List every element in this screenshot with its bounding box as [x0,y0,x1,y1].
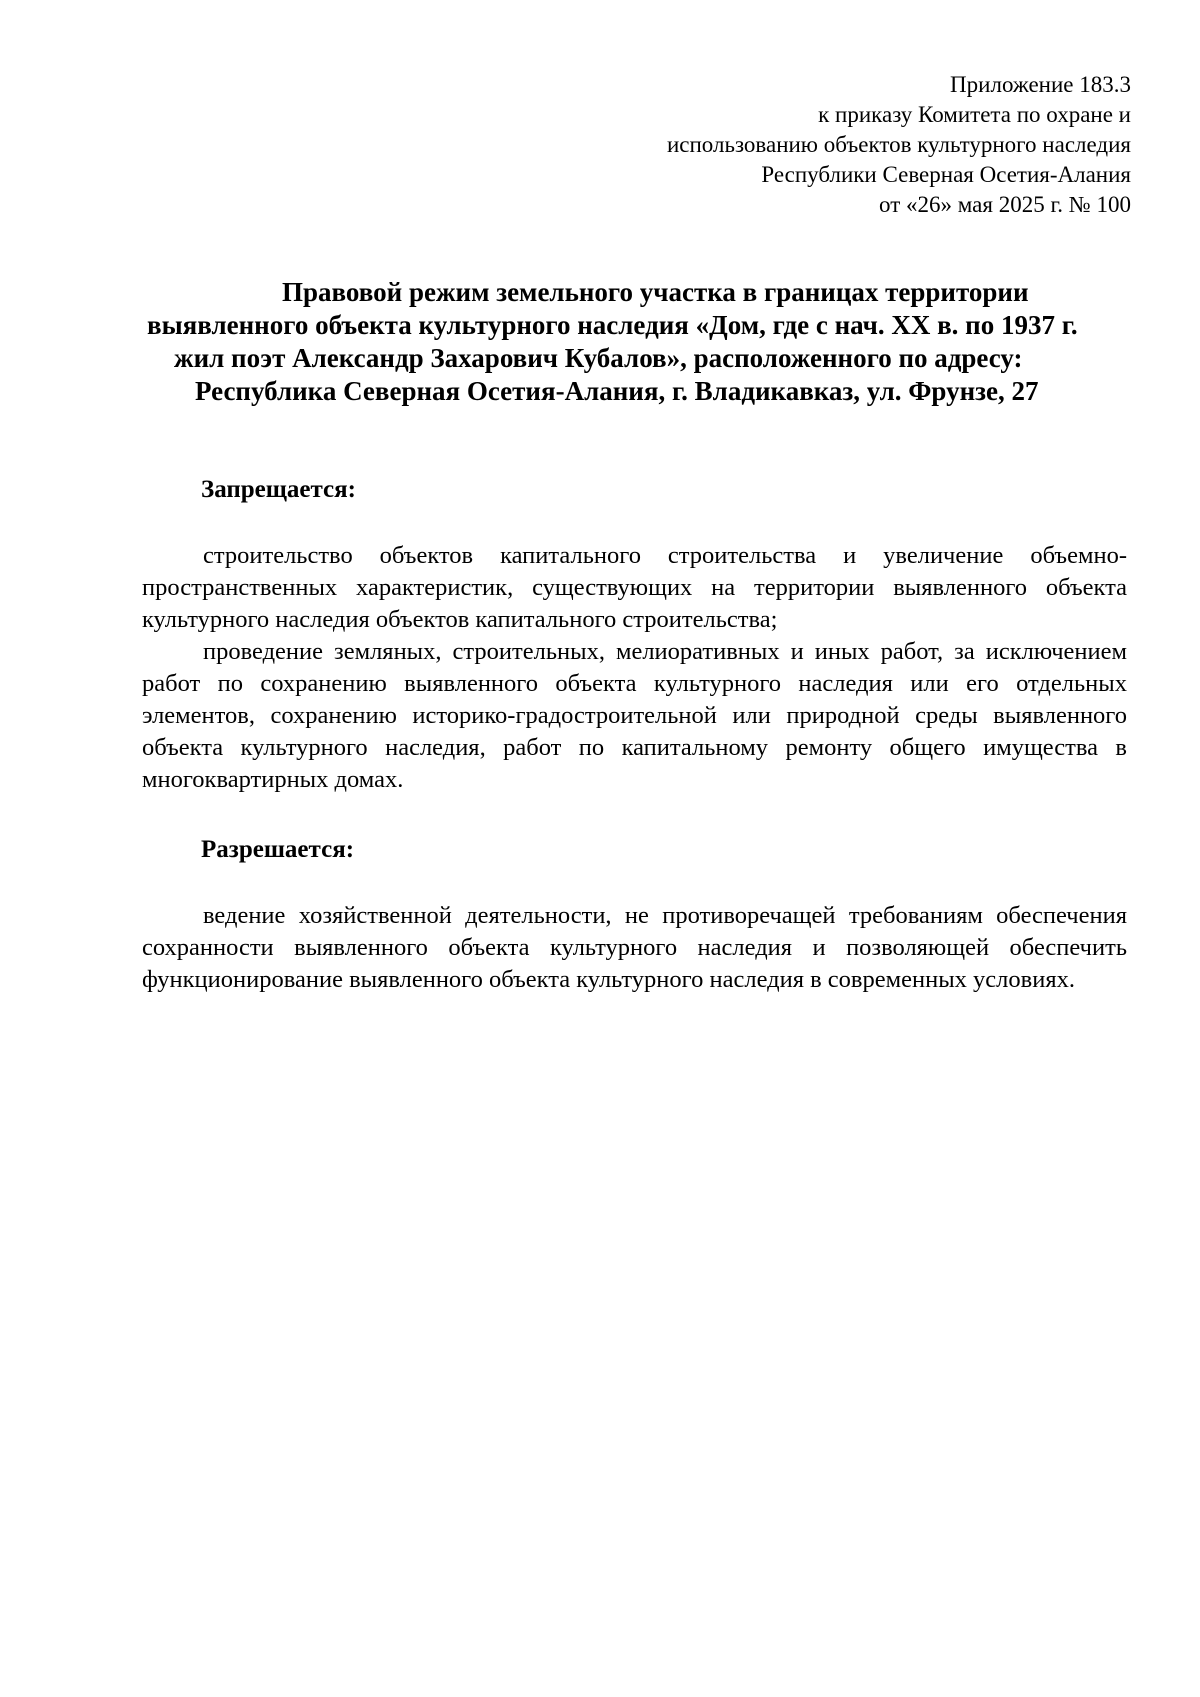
prohibited-heading: Запрещается: [201,476,357,503]
appendix-line: Республики Северная Осетия-Алания [761,162,1131,187]
prohibited-section [142,540,1127,796]
title-line: Республика Северная Осетия-Алания, г. Владикавказ, ул. Фрунзе, 27 [195,376,1039,406]
appendix-line: Приложение 183.3 [950,72,1131,97]
permitted-item: ведение хозяйственной деятельности, не противоречащей требованиям обеспечения сохранности выявленного объекта культурного наследия и позволяющей обеспечить функционирование выявленного объекта культурного наследия в современных условиях. [142,902,1127,993]
permitted-section [142,900,1127,996]
document-title [120,276,1120,408]
appendix-line: к приказу Комитета по охране и [818,102,1131,127]
appendix-header [667,70,1131,220]
title-line: выявленного объекта культурного наследия «Дом, где с нач. XX в. по 1937 г. [147,310,1078,340]
permitted-heading: Разрешается: [201,836,355,863]
title-line: Правовой режим земельного участка в границах территории [282,277,1029,307]
appendix-line: использованию объектов культурного наследия [666,132,1131,157]
title-line: жил поэт Александр Захарович Кубалов», расположенного по адресу: [174,343,1023,373]
prohibited-item: строительство объектов капитального строительства и увеличение объемно-пространственных характеристик, существующих на территории выявленного объекта культурного наследия объектов капитального строительства; [142,542,1127,633]
appendix-line: от «26» мая 2025 г. № 100 [879,192,1131,217]
prohibited-item: проведение земляных, строительных, мелиоративных и иных работ, за исключением работ по сохранению выявленного объекта культурного наследия или его отдельных элементов, сохранению историко-градостроительной или природной среды выявленного объекта культурного наследия, работ по капитальному ремонту общего имущества в многоквартирных домах. [142,638,1127,793]
